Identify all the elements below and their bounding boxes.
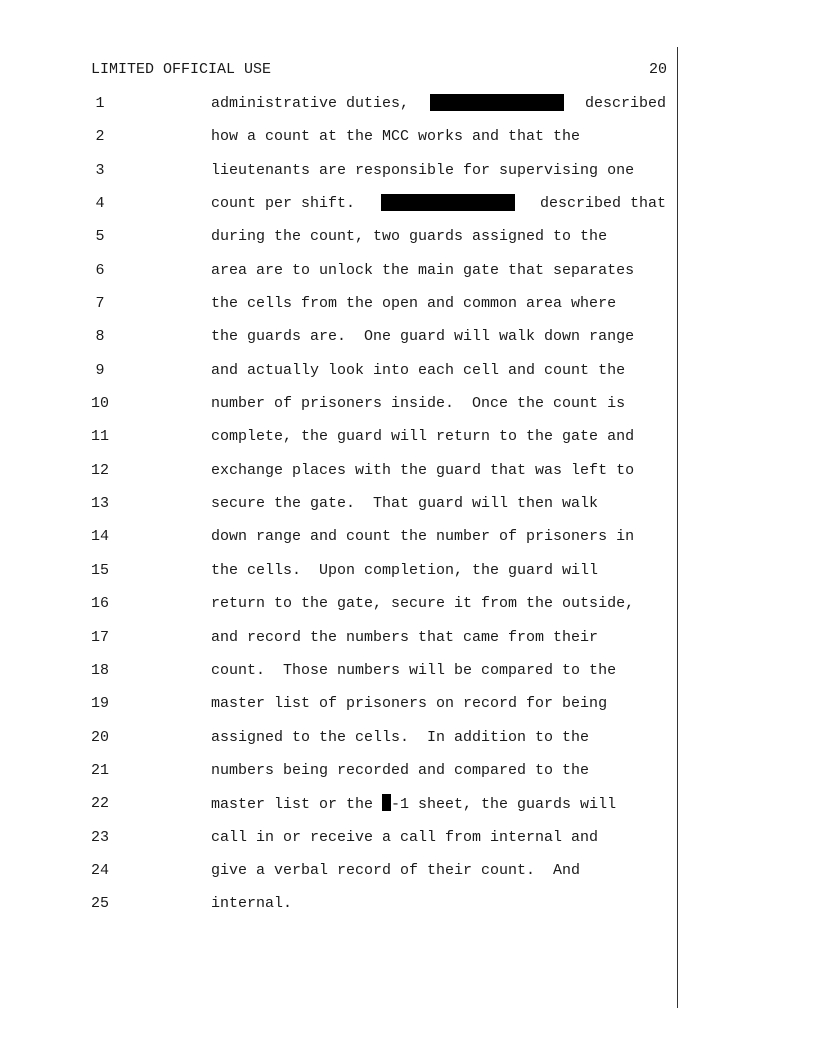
line-text: exchange places with the guard that was left to	[211, 461, 635, 479]
transcript-line	[0, 94, 680, 127]
transcript-lines	[0, 94, 680, 928]
line-text: the cells. Upon completion, the guard will	[211, 561, 599, 579]
line-text-segment: administrative duties,	[211, 95, 410, 112]
transcript-line	[0, 227, 680, 260]
line-text-segment: described	[584, 95, 666, 112]
line-text: and actually look into each cell and count the	[211, 361, 626, 379]
line-text: complete, the guard will return to the gate and	[211, 428, 635, 446]
line-number: 15	[90, 561, 109, 579]
line-text: area are to unlock the main gate that separates	[211, 261, 635, 279]
line-number: 21	[90, 761, 109, 779]
transcript-line	[0, 561, 680, 594]
page-number: 20	[648, 61, 667, 78]
redaction-block	[430, 94, 564, 111]
line-text: return to the gate, secure it from the outside,	[211, 595, 635, 613]
line-text: number of prisoners inside. Once the count is	[211, 395, 626, 413]
line-number: 16	[90, 595, 109, 613]
transcript-line	[0, 861, 680, 894]
line-text	[211, 794, 666, 815]
line-text: master list of prisoners on record for being	[211, 695, 608, 713]
line-text: count. Those numbers will be compared to the	[211, 661, 617, 679]
line-number: 6	[95, 261, 105, 279]
line-number: 7	[95, 295, 105, 313]
transcript-line	[0, 161, 680, 194]
line-number: 12	[90, 461, 109, 479]
line-number: 14	[90, 528, 109, 546]
line-number: 10	[90, 395, 109, 413]
transcript-line	[0, 728, 680, 761]
transcript-line	[0, 261, 680, 294]
transcript-line	[0, 594, 680, 627]
line-number: 20	[90, 728, 109, 746]
transcript-line	[0, 794, 680, 827]
line-text	[211, 94, 666, 114]
line-number: 17	[90, 628, 109, 646]
line-number: 25	[90, 895, 109, 913]
line-text: during the count, two guards assigned to the	[211, 228, 608, 246]
line-text-segment: master list or the	[211, 796, 383, 814]
line-number: 22	[90, 795, 109, 813]
line-text: numbers being recorded and compared to the	[211, 761, 590, 779]
transcript-line	[0, 527, 680, 560]
line-number: 9	[95, 361, 105, 379]
transcript-line	[0, 661, 680, 694]
line-text: down range and count the number of prisoners in	[211, 528, 635, 546]
line-number: 5	[95, 228, 105, 246]
line-number: 11	[90, 428, 109, 446]
line-number: 4	[95, 195, 105, 213]
line-text: and record the numbers that came from their	[211, 628, 599, 646]
line-text-segment: count per shift.	[211, 195, 356, 213]
transcript-line	[0, 461, 680, 494]
line-text: call in or receive a call from internal and	[211, 828, 599, 846]
transcript-line	[0, 427, 680, 460]
line-text	[211, 194, 666, 214]
line-text: internal.	[211, 895, 293, 913]
line-number: 18	[90, 661, 109, 679]
line-text: assigned to the cells. In addition to the	[211, 728, 590, 746]
line-text-segment: described that	[539, 195, 666, 213]
transcript-line	[0, 828, 680, 861]
line-number: 13	[90, 495, 109, 513]
transcript-line	[0, 327, 680, 360]
transcript-line	[0, 894, 680, 927]
line-text-segment: -1 sheet, the guards will	[391, 796, 617, 814]
redaction-block	[381, 194, 515, 211]
transcript-line	[0, 127, 680, 160]
transcript-line	[0, 494, 680, 527]
line-number: 8	[95, 328, 105, 346]
transcript-line	[0, 361, 680, 394]
line-text: secure the gate. That guard will then walk	[211, 495, 599, 513]
redaction-block	[382, 794, 391, 811]
page-header	[91, 61, 667, 81]
line-number: 3	[95, 161, 105, 179]
line-text: the guards are. One guard will walk down range	[211, 328, 635, 346]
line-number: 2	[95, 128, 105, 146]
line-number: 19	[90, 695, 109, 713]
line-text: give a verbal record of their count. And	[211, 861, 581, 879]
transcript-line	[0, 628, 680, 661]
transcript-line	[0, 194, 680, 227]
transcript-line	[0, 694, 680, 727]
line-text: lieutenants are responsible for supervising one	[211, 161, 635, 179]
classification-label: LIMITED OFFICIAL USE	[91, 61, 272, 78]
transcript-line	[0, 294, 680, 327]
line-text: the cells from the open and common area where	[211, 295, 617, 313]
line-number: 24	[90, 861, 109, 879]
line-number: 23	[90, 828, 109, 846]
line-text: how a count at the MCC works and that the	[211, 128, 581, 146]
transcript-line	[0, 394, 680, 427]
transcript-line	[0, 761, 680, 794]
line-number: 1	[95, 95, 105, 112]
